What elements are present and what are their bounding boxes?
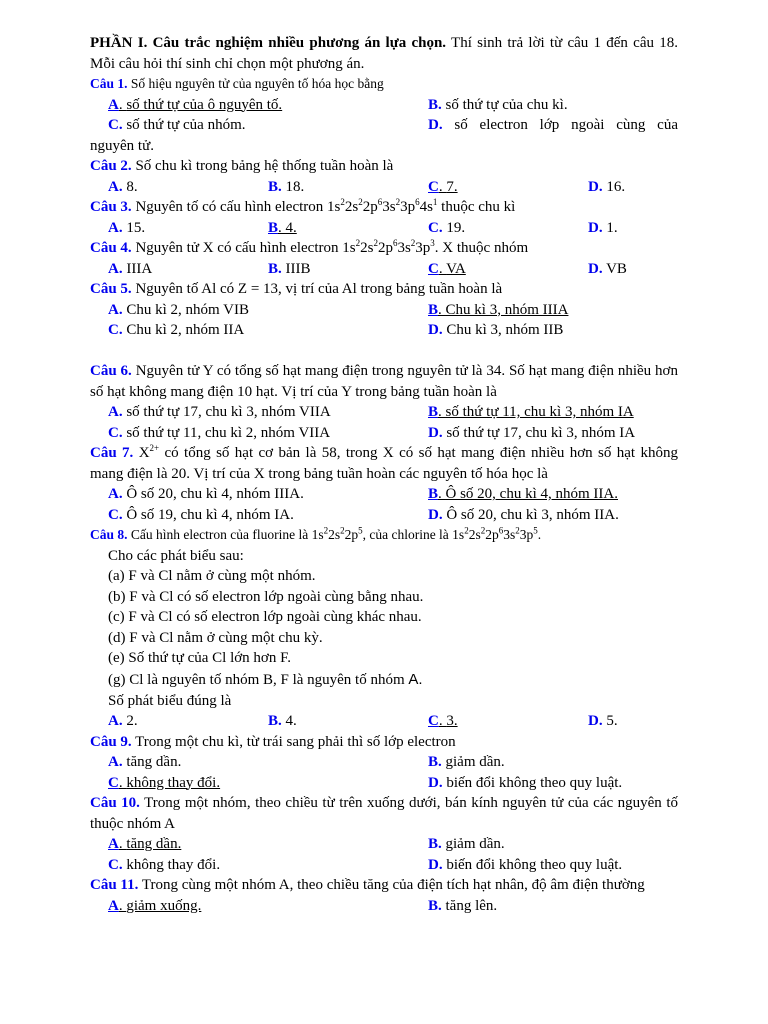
exam-page xyxy=(90,33,678,916)
options-row xyxy=(90,402,678,423)
options-row xyxy=(90,505,678,526)
question-5 xyxy=(90,279,678,300)
option-a[interactable]: A. 8. xyxy=(108,178,138,195)
options-row xyxy=(90,484,678,505)
option-a[interactable]: A. số thứ tự của ô nguyên tố. xyxy=(108,96,283,113)
option-d[interactable]: D. biến đổi không theo quy luật. xyxy=(428,856,623,873)
question-text: Trong một nhóm, theo chiều từ trên xuống dưới, bán kính nguyên tử của các nguyên tố thuộc nhóm A xyxy=(90,795,678,832)
question-number: Câu 6. xyxy=(90,363,132,379)
options-row xyxy=(90,834,678,855)
option-b[interactable]: B. IIIB xyxy=(268,260,311,277)
options-row xyxy=(90,259,678,280)
section-title: PHẦN I. Câu trắc nghiệm nhiều phương án lựa chọn. xyxy=(90,35,447,51)
option-d[interactable]: D. biến đổi không theo quy luật. xyxy=(428,774,623,791)
statement-d: (d) F và Cl nằm ở cùng một chu kỳ. xyxy=(108,629,323,646)
options-row xyxy=(90,218,678,239)
option-a[interactable]: A. Chu kì 2, nhóm VIB xyxy=(108,301,249,318)
question-7: Câu 7. $X^{2+}$ có tổng số hạt cơ bản là 58, trong X có số hạt mang điện nhiều hơn số hạt không mang điện là 20. Vị trí của X trong bảng tuần hoàn các nguyên tố hóa học là xyxy=(90,443,678,482)
option-c[interactable]: C. Ô số 19, chu kì 4, nhóm IA. xyxy=(108,506,294,523)
option-a[interactable]: A. Ô số 20, chu kì 4, nhóm IIIA. xyxy=(108,486,304,502)
option-b[interactable]: B. 4. xyxy=(268,713,297,729)
question-9 xyxy=(90,732,678,753)
options-row xyxy=(90,896,678,917)
option-a[interactable]: A. giảm xuống. xyxy=(108,897,202,914)
question-number: Câu 8. xyxy=(90,527,128,542)
question-number: Câu 11. xyxy=(90,877,139,893)
question-text: Nguyên tử Y có tổng số hạt mang điện trong nguyên tử là 34. Số hạt mang điện nhiều hơn số hạt không mang điện 10 hạt. Vị trí của Y trong bảng tuần hoàn là xyxy=(90,363,678,400)
options-row xyxy=(90,95,678,116)
option-b[interactable]: B. 4. xyxy=(268,219,297,236)
options-row xyxy=(90,320,678,341)
option-d[interactable]: D. số electron lớp ngoài cùng của xyxy=(428,117,678,133)
option-d[interactable]: D. 5. xyxy=(588,713,618,729)
question-number: Câu 9. xyxy=(90,733,132,750)
option-c[interactable]: C. Chu kì 2, nhóm IIA xyxy=(108,322,245,338)
option-a[interactable]: A. IIIA xyxy=(108,260,153,277)
option-c[interactable]: C. 3. xyxy=(428,713,458,729)
option-b[interactable]: B. 18. xyxy=(268,178,305,195)
option-b[interactable]: B. giảm dần. xyxy=(428,836,505,852)
option-c[interactable]: C. không thay đổi. xyxy=(108,856,221,873)
section-instruction: Thí sinh trả lời từ câu 1 đến câu 18. Mỗi câu hỏi thí sinh chỉ chọn một phương án. xyxy=(90,35,678,72)
question-4: Câu 4. Nguyên tử X có cấu hình electron $1s^22s^22p^63s^23p^3$. X thuộc nhóm xyxy=(90,238,529,256)
option-b[interactable]: B. tăng lên. xyxy=(428,897,498,914)
question-11 xyxy=(90,875,678,896)
statements-intro: Cho các phát biểu sau: xyxy=(108,547,244,564)
option-d[interactable]: D. Ô số 20, chu kì 3, nhóm IIA. xyxy=(428,506,619,523)
option-c[interactable]: C. số thứ tự 11, chu kì 2, nhóm VIIA xyxy=(108,424,331,441)
question-number: Câu 4. xyxy=(90,240,132,256)
option-c[interactable]: C. không thay đổi. xyxy=(108,774,221,791)
option-d[interactable]: D. VB xyxy=(588,260,627,277)
options-row xyxy=(90,773,678,794)
question-8: Câu 8. Cấu hình electron của fluorine là $1s^22s^22p^5$, của chlorine là $1s^22s^22p^63s^23p^5$. xyxy=(90,525,542,542)
option-b[interactable]: B. Ô số 20, chu kì 4, nhóm IIA. xyxy=(428,486,619,502)
question-text: Số hiệu nguyên tử của nguyên tố hóa học bằng xyxy=(127,76,384,91)
question-number: Câu 10. xyxy=(90,795,140,811)
question-text: Trong cùng một nhóm A, theo chiều tăng của điện tích hạt nhân, độ âm điện thường xyxy=(138,877,645,893)
statement-g: (g) Cl là nguyên tố nhóm B, F là nguyên tố nhóm A. xyxy=(108,670,423,688)
question-10 xyxy=(90,793,678,834)
option-a[interactable]: A. 2. xyxy=(108,713,138,729)
options-row xyxy=(90,855,678,876)
option-d[interactable]: D. Chu kì 3, nhóm IIB xyxy=(428,322,564,338)
options-row xyxy=(90,300,678,321)
statement-c: (c) F và Cl có số electron lớp ngoài cùng khác nhau. xyxy=(108,609,422,625)
spacer xyxy=(90,341,678,362)
question-number: Câu 7. xyxy=(90,445,134,461)
option-d-line1: số electron lớp ngoài cùng của xyxy=(442,117,678,133)
options-row xyxy=(90,752,678,773)
option-b[interactable]: B. số thứ tự 11, chu kì 3, nhóm IA xyxy=(428,404,634,420)
question-number: Câu 3. xyxy=(90,199,132,215)
statement-e: (e) Số thứ tự của Cl lớn hơn F. xyxy=(108,650,291,666)
question-text: Nguyên tố Al có Z = 13, vị trí của Al trong bảng tuần hoàn là xyxy=(131,281,503,297)
option-a[interactable]: A. số thứ tự 17, chu kì 3, nhóm VIIA xyxy=(108,404,331,420)
options-row xyxy=(90,177,678,198)
option-b[interactable]: B. giảm dần. xyxy=(428,754,505,770)
question-3: Câu 3. Nguyên tố có cấu hình electron $1s^22s^22p^63s^23p^64s^1$ thuộc chu kì xyxy=(90,197,516,215)
question-number: Câu 5. xyxy=(90,281,132,297)
question-1 xyxy=(90,74,678,95)
question-text: có tổng số hạt cơ bản là 58, trong X có số hạt mang điện nhiều hơn số hạt không mang điện là 20. Vị trí của X trong bảng tuần hoàn các nguyên tố hóa học là xyxy=(90,445,678,482)
question-number: Câu 1. xyxy=(90,76,128,91)
option-d[interactable]: D. 16. xyxy=(588,178,626,195)
option-c[interactable]: C. 19. xyxy=(428,219,466,236)
option-a[interactable]: A. 15. xyxy=(108,219,146,236)
option-a[interactable]: A. tăng dần. xyxy=(108,754,182,770)
option-d[interactable]: D. 1. xyxy=(588,219,618,236)
option-d-continued: nguyên tử. xyxy=(90,137,154,154)
options-row xyxy=(90,423,678,444)
option-c[interactable]: C. 7. xyxy=(428,178,458,195)
option-b[interactable]: B. số thứ tự của chu kì. xyxy=(428,96,568,113)
statement-a: (a) F và Cl nằm ở cùng một nhóm. xyxy=(108,568,316,584)
question-number: Câu 2. xyxy=(90,158,132,174)
question-text: Số chu kì trong bảng hệ thống tuần hoàn là xyxy=(131,158,394,174)
question-text: Trong một chu kì, từ trái sang phải thì số lớp electron xyxy=(131,733,456,750)
options-row xyxy=(90,711,678,732)
option-d[interactable]: D. số thứ tự 17, chu kì 3, nhóm IA xyxy=(428,424,636,441)
statement-b: (b) F và Cl có số electron lớp ngoài cùng bằng nhau. xyxy=(108,588,424,605)
option-b[interactable]: B. Chu kì 3, nhóm IIIA xyxy=(428,301,569,318)
option-a[interactable]: A. tăng dần. xyxy=(108,836,182,852)
option-c[interactable]: C. số thứ tự của nhóm. xyxy=(108,117,246,133)
question-2 xyxy=(90,156,678,177)
question-6 xyxy=(90,361,678,402)
question-ask: Số phát biểu đúng là xyxy=(108,692,232,709)
options-row xyxy=(90,115,678,136)
section-header xyxy=(90,33,678,74)
option-c[interactable]: C. VA xyxy=(428,260,466,277)
